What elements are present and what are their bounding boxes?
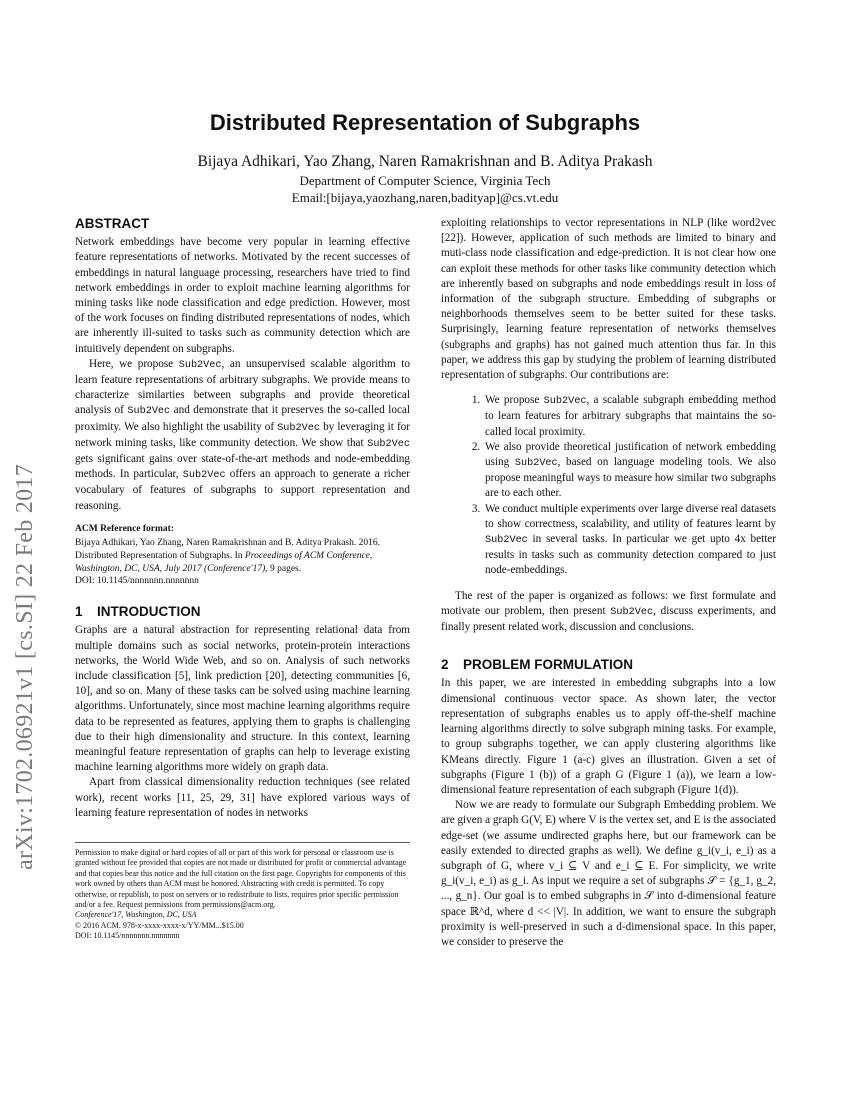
list-item: 2. We also provide theoretical justification of network embedding using Sub2Vec, based on language modeling tools. We also propose meaningful ways to measure how similar two subgraphs are to each other. [483, 440, 776, 502]
section-heading-introduction: 1 INTRODUCTION [75, 604, 201, 620]
problem-paragraph-1: In this paper, we are interested in embedding subgraphs into a low dimensional continuous vector space. As shown later, the vector representation of subgraphs enables us to apply off-the-shelf machine learning algorithms directly to solve subgraph mining tasks. For example, to group subgraphs together, we can apply clustering algorithms like KMeans directly. Figure 1 (a-c) gives an illustration. Given a set of subgraphs (Figure 1 (b)) of a graph G (Figure 1 (a)), we learn a low-dimensional feature representation of each subgraph (Figure 1(d)). [441, 677, 776, 796]
author-list: Bijaya Adhikari, Yao Zhang, Naren Ramakrishnan and B. Aditya Prakash [197, 153, 653, 170]
intro-paragraph-1: Graphs are a natural abstraction for representing relational data from multiple domains such as social networks, protein-protein interactions networks, the World Wide Web, and so on. Analysis of such networks include classification [5], link prediction [20], detecting communities [6, 10], and so on. Many of these tasks can be solved using machine learning algorithms. Unfortunately, since most machine learning algorithms require data to be represented as features, applying them to graphs is challenging due to their high dimensionality and structure. In this context, learning meaningful feature representation of graphs can help to leverage existing machine learning algorithms more widely on graph data. [75, 624, 410, 774]
conference-line: Conference'17, Washington, DC, USA [75, 910, 197, 920]
problem-paragraph-2: Now we are ready to formulate our Subgraph Embedding problem. We are given a graph G(V, E) where V is the vertex set, and E is the associated edge-set (we assume undirected graphs here, but our framework can be easily extended to directed graphs as well). We define g_i(v_i, e_i) as a subgraph of G, where v_i ⊆ V and e_i ⊆ E. For simplicity, we write g_i(v_i, e_i) as g_i. As input we require a set of subgraphs 𝒮 = {g_1, g_2, ..., g_n}. Our goal is to embed subgraphs in 𝒮 into d-dimensional feature space ℝ^d, where d << |V|. In addition, we want to ensure the subgraph proximity is well-preserved in such a d-dimensional space. In this paper, we consider to preserve the [441, 799, 776, 948]
right-column [441, 216, 776, 950]
arxiv-stamp: arXiv:1702.06921v1 [cs.SI] 22 Feb 2017 [12, 463, 38, 870]
intro-paragraph-4: The rest of the paper is organized as follows: we first formulate and motivate our problem, then present Sub2Vec, discuss experiments, and finally present related work, discussion and conclusions. [441, 589, 776, 634]
intro-paragraph-3: exploiting relationships to vector representations in NLP (like word2vec [22]). However, application of such methods are limited to binary and muti-class node classification and edge-prediction. It is not clear how one can exploit these methods for other tasks like community detection which are inherently based on subgraphs and node embeddings result in loss of information of the subgraph structure. Embedding of subgraphs or neighborhoods themselves seem to be better suited for these tasks. Surprisingly, learning feature representation of networks themselves (subgraphs and graphs) has not gained much attention thus far. In this paper, we address this gap by studying the problem of learning distributed representation of subgraphs. Our contributions are: [441, 217, 776, 382]
permission-footnote [75, 842, 410, 942]
author-emails: Email:[bijaya,yaozhang,naren,badityap]@cs.vt.edu [291, 190, 559, 205]
contributions-list [441, 393, 776, 578]
section-heading-problem-formulation: 2 PROBLEM FORMULATION [441, 657, 633, 673]
acm-reference-text: Bijaya Adhikari, Yao Zhang, Naren Ramakrishnan and B. Aditya Prakash. 2016. Distributed Representation of Subgraphs. In Proceedings of ACM Conference, Washington, DC, USA, July 2017 (Conference'17), 9 pages. [75, 538, 381, 574]
paper-title: Distributed Representation of Subgraphs [209, 110, 641, 135]
list-item: 1. We propose Sub2Vec, a scalable subgraph embedding method to learn features for arbitrary subgraphs that maintains the so-called local proximity. [483, 393, 776, 440]
acm-reference-heading: ACM Reference format: [75, 523, 174, 534]
intro-paragraph-2: Apart from classical dimensionality reduction techniques (see related work), recent works [11, 25, 29, 31] have explored various ways of learning feature representation of nodes in networks [75, 776, 410, 819]
abstract-paragraph-2: Here, we propose Sub2Vec, an unsupervised scalable algorithm to learn feature representations of arbitrary subgraphs. We provide means to characterize similarties between subgraphs and provide theoretical analysis of Sub2Vec and demonstrate that it preserves the so-called local proximity. We also highlight the usability of Sub2Vec by leveraging it for network mining tasks, like community detection. We show that Sub2Vec gets significant gains over state-of-the-art methods and node-embedding methods. In particular, Sub2Vec offers an approach to generate a richer vocabulary of features of subgraphs to support representation and reasoning. [75, 357, 410, 512]
footnote-doi: DOI: 10.1145/nnnnnnn.nnnnnnn [75, 931, 180, 941]
affiliation: Department of Computer Science, Virginia Tech [299, 173, 551, 188]
copyright-line: © 2016 ACM. 978-x-xxxx-xxxx-x/YY/MM...$15.00 [75, 920, 244, 930]
acm-reference-doi: DOI: 10.1145/nnnnnnn.nnnnnnn [75, 576, 199, 587]
abstract-heading: ABSTRACT [75, 216, 150, 231]
abstract-paragraph-1: Network embeddings have become very popular in learning effective feature representations of networks. Motivated by the recent successes of embeddings in natural language processing, researchers have tried to find network embeddings in order to exploit machine learning algorithms for mining tasks like node classification and edge prediction. However, most of the work focuses on finding distributed representations of nodes, which are inherently ill-suited to tasks such as community detection which are intuitively dependent on subgraphs. [75, 236, 410, 355]
list-item: 3. We conduct multiple experiments over large diverse real datasets to show correctness, scalability, and utility of features learnt by Sub2Vec in several tasks. In particular we get upto 4x better results in tasks such as community detection compared to just node-embeddings. [483, 502, 776, 579]
left-column [75, 216, 410, 821]
permission-text: Permission to make digital or hard copies of all or part of this work for personal or classroom use is granted without fee provided that copies are not made or distributed for profit or commercial advantage and that copies bear this notice and the full citation on the first page. Copyrights for components of this work owned by others than ACM must be honored. Abstracting with credit is permitted. To copy otherwise, or republish, to post on servers or to redistribute to lists, requires prior specific permission and/or a fee. Request permissions from permissions@acm.org. [75, 848, 407, 910]
